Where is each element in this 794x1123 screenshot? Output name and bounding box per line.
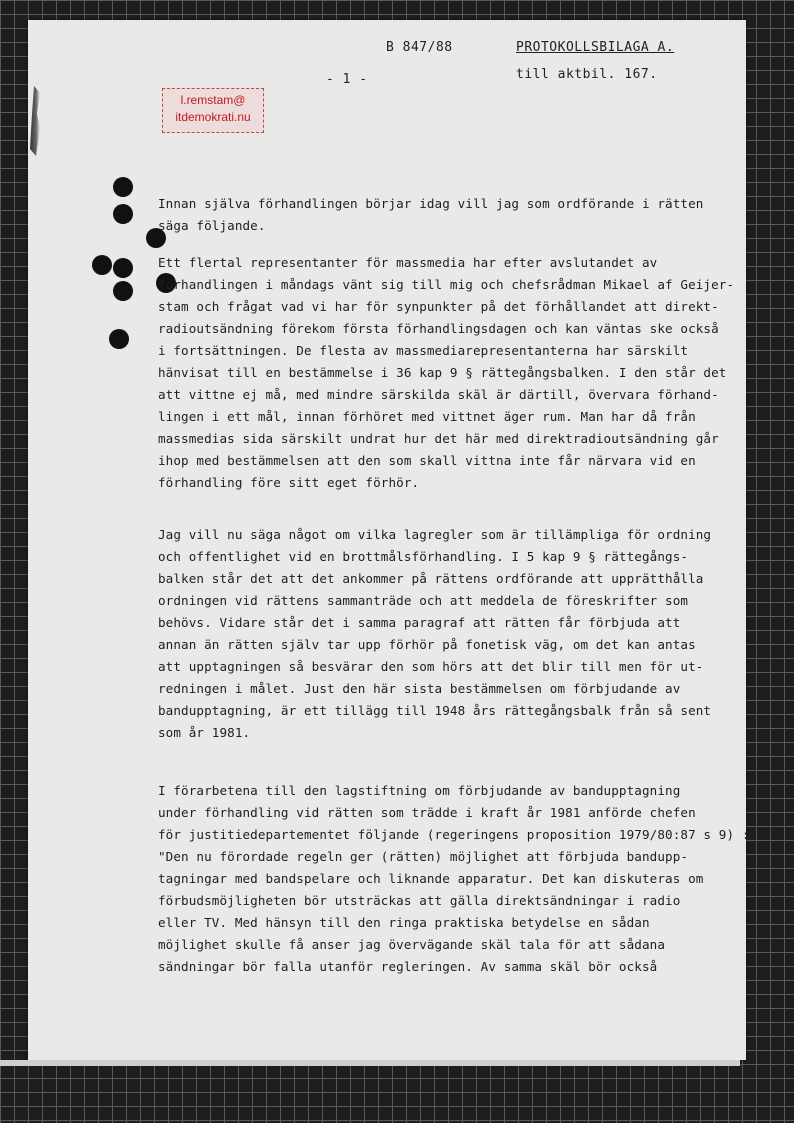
paragraph-preparatory-works [158, 780, 750, 978]
paper-edge-strip [0, 1060, 740, 1066]
paragraph-legal-rules [158, 524, 728, 744]
text-line: som år 1981. [158, 725, 251, 740]
text-line: Jag vill nu säga något om vilka lagregler som är tillämpliga för ordning [158, 527, 712, 542]
text-line: för justitiedepartementet följande (regeringens proposition 1979/80:87 s 9) : [158, 827, 750, 842]
text-line: Innan själva förhandlingen börjar idag vill jag som ordförande i rätten [158, 196, 704, 211]
text-line: förhandlingen i måndags vänt sig till mig och chefsrådman Mikael af Geijer- [158, 277, 735, 292]
text-line: eller TV. Med hänsyn till den ringa praktiska betydelse en sådan [158, 915, 650, 930]
text-line: stam och frågat vad vi har för synpunkter på det förhållandet att direkt- [158, 299, 719, 314]
punch-hole [92, 255, 112, 275]
text-line: ordningen vid rättens sammanträde och att meddela de föreskrifter som [158, 593, 689, 608]
page-number: - 1 - [326, 72, 368, 87]
document-title: PROTOKOLLSBILAGA A. [516, 40, 675, 55]
text-line: hänvisat till en bestämmelse i 36 kap 9 § rättegångsbalken. I den står det [158, 365, 727, 380]
text-line: bandupptagning, är ett tillägg till 1948 års rättegångsbalk från så sent [158, 703, 712, 718]
text-line: att vittne ej må, med mindre särskilda skäl är därtill, övervara förhand- [158, 387, 719, 402]
text-line: möjlighet skulle få anser jag övervägande skäl tala för att sådana [158, 937, 666, 952]
text-line: Ett flertal representanter för massmedia har efter avslutandet av [158, 255, 658, 270]
text-line: och offentlighet vid en brottmålsförhandling. I 5 kap 9 § rättegångs- [158, 549, 689, 564]
paragraph-intro [158, 193, 728, 237]
case-reference: B 847/88 [386, 40, 453, 55]
text-line: behövs. Vidare står det i samma paragraf att rätten får förbjuda att [158, 615, 681, 630]
text-line: förbudsmöjligheten bör utsträckas att gälla direktsändningar i radio [158, 893, 681, 908]
punch-hole [113, 258, 133, 278]
punch-hole [109, 329, 129, 349]
text-line: tagningar med bandspelare och liknande apparatur. Det kan diskuteras om [158, 871, 704, 886]
document-subtitle: till aktbil. 167. [516, 67, 658, 82]
stamp-line-1: l.remstam@ [180, 93, 246, 107]
text-line: lingen i ett mål, innan förhöret med vittnet äger rum. Man har då från [158, 409, 696, 424]
text-line: redningen i målet. Just den här sista bestämmelsen om förbjudande av [158, 681, 681, 696]
text-line: massmedias sida särskilt undrat hur det här med direktradioutsändning går [158, 431, 719, 446]
text-line: ihop med bestämmelsen att den som skall vittna inte får närvara vid en [158, 453, 696, 468]
text-line: I förarbetena till den lagstiftning om förbjudande av bandupptagning [158, 783, 681, 798]
punch-hole [113, 177, 133, 197]
text-line: radioutsändning förekom första förhandlingsdagen och kan väntas ske också [158, 321, 719, 336]
punch-hole [113, 281, 133, 301]
text-line: sändningar bör falla utanför regleringen. Av samma skäl bör också [158, 959, 658, 974]
stamp-line-2: itdemokrati.nu [175, 110, 251, 124]
text-line: "Den nu förordade regeln ger (rätten) möjlighet att förbjuda bandupp- [158, 849, 689, 864]
text-line: att upptagningen så besvärar den som hörs att det blir till men för ut- [158, 659, 704, 674]
email-stamp [162, 88, 264, 133]
text-line: under förhandling vid rätten som trädde i kraft år 1981 anförde chefen [158, 805, 696, 820]
text-line: i fortsättningen. De flesta av massmediarepresentanterna har särskilt [158, 343, 689, 358]
text-line: balken står det att det ankommer på rättens ordförande att upprätthålla [158, 571, 704, 586]
paragraph-media-questions [158, 252, 735, 494]
text-line: förhandling före sitt eget förhör. [158, 475, 420, 490]
text-line: annan än rätten själv tar upp förhör på fonetisk väg, om det kan antas [158, 637, 696, 652]
punch-hole [113, 204, 133, 224]
text-line: säga följande. [158, 218, 266, 233]
